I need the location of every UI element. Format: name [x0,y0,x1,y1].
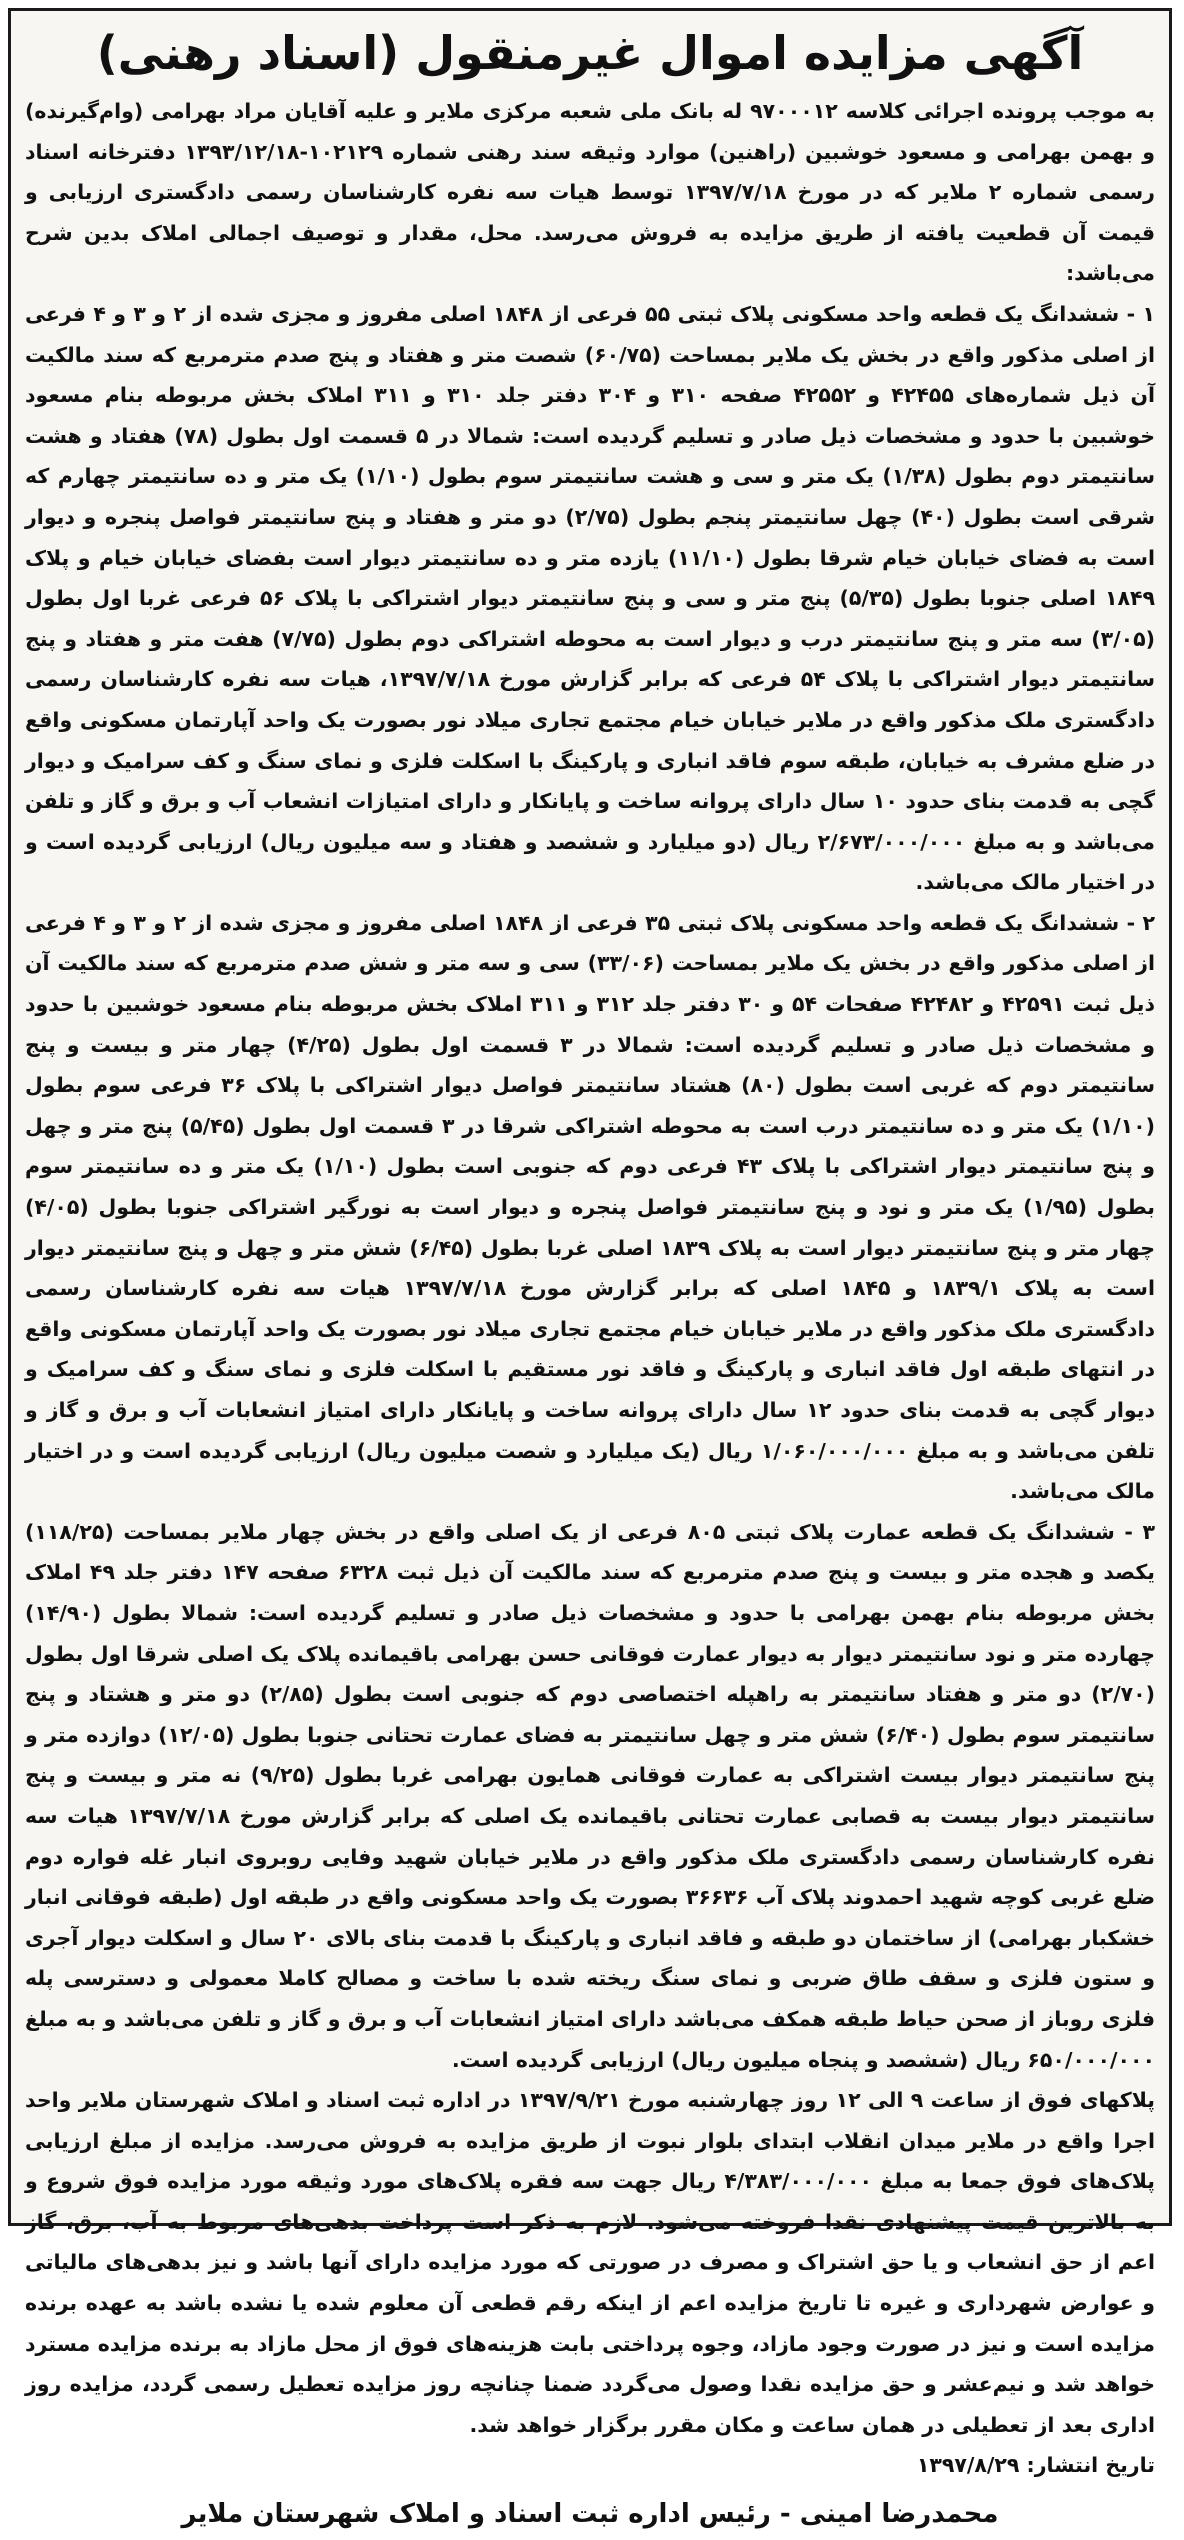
notice-title: آگهی مزایده اموال غیرمنقول (اسناد رهنی) [96,26,1084,80]
notice-page [8,8,1172,2530]
property-item-1: ۱ - ششدانگ یک قطعه واحد مسکونی پلاک ثبتی ۵۵ فرعی از ۱۸۴۸ اصلی مفروز و مجزی شده از ۲ و ۳ و ۴ فرعی از اصلی مذکور واقع در بخش یک ملایر بمساحت (۶۰/۷۵) شصت متر و هفتاد و پنج صدم مترمربع که سند مالکیت آن ذیل شماره‌های ۴۲۴۵۵ و ۴۲۵۵۲ صفحه ۳۱۰ و ۳۰۴ دفتر جلد ۳۱۰ و ۳۱۱ املاک بخش مربوطه بنام مسعود خوشبین با حدود و مشخصات ذیل صادر و تسلیم گردیده است: شمالا در ۵ قسمت اول بطول (۷۸) هفتاد و هشت سانتیمتر دوم بطول (۱/۳۸) یک متر و سی و هشت سانتیمتر سوم بطول (۱/۱۰) یک متر و ده سانتیمتر چهارم که شرقی است بطول (۴۰) چهل سانتیمتر پنجم بطول (۲/۷۵) دو متر و هفتاد و پنج سانتیمتر فواصل پنجره و دیوار است به فضای خیابان خیام شرقا بطول (۱۱/۱۰) یازده متر و ده سانتیمتر دیوار است بفضای خیابان خیام و پلاک ۱۸۴۹ اصلی جنوبا بطول (۵/۳۵) پنج متر و سی و پنج سانتیمتر دیوار اشتراکی با پلاک ۵۶ فرعی غربا اول بطول (۳/۰۵) سه متر و پنج سانتیمتر درب و دیوار است به محوطه اشتراکی دوم بطول (۷/۷۵) هفت متر و هفتاد و پنج سانتیمتر دیوار اشتراکی با پلاک ۵۴ فرعی که برابر گزارش مورخ ۱۳۹۷/۷/۱۸، هیات سه نفره کارشناسان رسمی دادگستری ملک مذکور واقع در ملایر خیابان خیام مجتمع تجاری میلاد نور بصورت یک واحد آپارتمان مسکونی واقع در ضلع مشرف به خیابان، طبقه سوم فاقد انباری و پارکینگ با اسکلت فلزی و نمای سنگ و کف سرامیک و دیوار گچی به قدمت بنای حدود ۱۰ سال دارای پروانه ساخت و پایانکار و دارای امتیازات انشعاب آب و برق و گاز و تلفن می‌باشد و به مبلغ ۲/۶۷۳/۰۰۰/۰۰۰ ریال (دو میلیارد و ششصد و هفتاد و سه میلیون ریال) ارزیابی گردیده است و در اختیار مالک می‌باشد. [25,301,1156,895]
intro-paragraph: به موجب پرونده اجرائی کلاسه ۹۷۰۰۰۱۲ له بانک ملی شعبه مرکزی ملایر و علیه آقایان مراد بهرامی (وام‌گیرنده) و بهمن بهرامی و مسعود خوشبین (راهنین) موارد وثیقه سند رهنی شماره ۱۰۲۱۲۹-۱۳۹۳/۱۲/۱۸ دفترخانه اسناد رسمی شماره ۲ ملایر که در مورخ ۱۳۹۷/۷/۱۸ توسط هیات سه نفره کارشناسان رسمی دادگستری ارزیابی و قیمت آن قطعیت یافته از طریق مزایده به فروش می‌رسد. محل، مقدار و توصیف اجمالی املاک بدین شرح می‌باشد: [25,99,1155,286]
auction-conditions: پلاکهای فوق از ساعت ۹ الی ۱۲ روز چهارشنبه مورخ ۱۳۹۷/۹/۲۱ در اداره ثبت اسناد و املاک شهرستان ملایر واحد اجرا واقع در ملایر میدان انقلاب ابتدای بلوار نبوت از طریق مزایده به فروش می‌رسد. مزایده از مبلغ ارزیابی پلاک‌های فوق جمعا به مبلغ ۴/۳۸۳/۰۰۰/۰۰۰ ریال جهت سه فقره پلاک‌های مورد وثیقه مورد مزایده فوق شروع و به بالاترین قیمت پیشنهادی نقدا فروخته می‌شود. لازم به ذکر است پرداخت بدهی‌های مربوط به آب، برق، گاز اعم از حق انشعاب و یا حق اشتراک و مصرف در صورتی که مورد مزایده دارای آنها باشد و نیز بدهی‌های مالیاتی و عوارض شهرداری و غیره تا تاریخ مزایده اعم از اینکه رقم قطعی آن معلوم شده یا نشده باشد به عهده برنده مزایده است و نیز در صورت وجود مازاد، وجوه پرداختی بابت هزینه‌های فوق از محل مازاد به برنده مزایده مسترد خواهد شد و نیم‌عشر و حق مزایده نقدا وصول می‌گردد ضمنا چنانچه روز مزایده تعطیل رسمی گردد، مزایده روز اداری بعد از تعطیلی در همان ساعت و مکان مقرر برگزار خواهد شد. [25,2088,1156,2437]
signature-line: محمدرضا امینی - رئیس اداره ثبت اسناد و املاک شهرستان ملایر [181,2499,999,2530]
publish-date: تاریخ انتشار: ۱۳۹۷/۸/۲۹ [916,2453,1155,2478]
property-item-3: ۳ - ششدانگ یک قطعه عمارت پلاک ثبتی ۸۰۵ فرعی از یک اصلی واقع در بخش چهار ملایر بمساحت (۱۱۸/۲۵) یکصد و هجده متر و بیست و پنج صدم مترمربع که سند مالکیت آن ذیل ثبت ۶۳۲۸ صفحه ۱۴۷ دفتر جلد ۴۹ املاک بخش مربوطه بنام بهمن بهرامی با حدود و مشخصات ذیل صادر و تسلیم گردیده است: شمالا بطول (۱۴/۹۰) چهارده متر و نود سانتیمتر دیوار به دیوار عمارت فوقانی حسن بهرامی باقیمانده پلاک یک اصلی شرقا اول بطول (۲/۷۰) دو متر و هفتاد سانتیمتر به راهپله اختصاصی دوم که جنوبی است بطول (۲/۸۵) دو متر و هشتاد و پنج سانتیمتر سوم بطول (۶/۴۰) شش متر و چهل سانتیمتر به فضای عمارت تحتانی جنوبا بطول (۱۲/۰۵) دوازده متر و پنج سانتیمتر دیوار بیست اشتراکی به عمارت فوقانی همایون بهرامی غربا بطول (۹/۲۵) نه متر و بیست و پنج سانتیمتر دیوار بیست به قصابی عمارت تحتانی باقیمانده یک اصلی که برابر گزارش مورخ ۱۳۹۷/۷/۱۸ هیات سه نفره کارشناسان رسمی دادگستری ملک مذکور واقع در ملایر خیابان شهید وفایی روبروی انبار غله فواره دوم ضلع غربی کوچه شهید احمدوند پلاک آب ۳۶۶۳۶ بصورت یک واحد مسکونی واقع در طبقه اول (طبقه فوقانی انبار خشکبار بهرامی) از ساختمان دو طبقه و فاقد انباری و پارکینگ با قدمت بنای بالای ۲۰ سال و اسکلت دیوار آجری و ستون فلزی و سقف طاق ضربی و نمای سنگ ریخته شده با ساخت و مصالح کاملا معمولی و دسترسی پله فلزی روباز از صحن حیاط طبقه همکف می‌باشد دارای امتیاز انشعابات آب و برق و گاز و تلفن می‌باشد و به مبلغ ۶۵۰/۰۰۰/۰۰۰ ریال (ششصد و پنجاه میلیون ریال) ارزیابی گردیده است. [25,1519,1155,2072]
property-item-2: ۲ - ششدانگ یک قطعه واحد مسکونی پلاک ثبتی ۳۵ فرعی از ۱۸۴۸ اصلی مفروز و مجزی شده از ۲ و ۳ و ۴ فرعی از اصلی مذکور واقع در بخش یک ملایر بمساحت (۳۳/۰۶) سی و سه متر و شش صدم مترمربع که سند مالکیت آن ذیل ثبت ۴۲۵۹۱ و ۴۲۴۸۲ صفحات ۵۴ و ۳۰ دفتر جلد ۳۱۲ و ۳۱۱ املاک بخش مربوطه بنام مسعود خوشبین با حدود و مشخصات ذیل صادر و تسلیم گردیده است: شمالا در ۳ قسمت اول بطول (۴/۲۵) چهار متر و بیست و پنج سانتیمتر دوم که غربی است بطول (۸۰) هشتاد سانتیمتر فواصل دیوار اشتراکی با پلاک ۳۶ فرعی سوم بطول (۱/۱۰) یک متر و ده سانتیمتر درب است به محوطه اشتراکی شرقا در ۳ قسمت اول بطول (۵/۴۵) پنج متر و چهل و پنج سانتیمتر دیوار اشتراکی با پلاک ۴۳ فرعی دوم که جنوبی است بطول (۱/۱۰) یک متر و ده سانتیمتر سوم بطول (۱/۹۵) یک متر و نود و پنج سانتیمتر فواصل پنجره و دیوار است به نورگیر اشتراکی جنوبا بطول (۴/۰۵) چهار متر و پنج سانتیمتر دیوار است به پلاک ۱۸۳۹ اصلی غربا بطول (۶/۴۵) شش متر و چهل و پنج سانتیمتر دیوار است به پلاک ۱۸۳۹/۱ و ۱۸۴۵ اصلی که برابر گزارش مورخ ۱۳۹۷/۷/۱۸ هیات سه نفره کارشناسان رسمی دادگستری ملک مذکور واقع در ملایر خیابان خیام مجتمع تجاری میلاد نور بصورت یک واحد آپارتمان مسکونی واقع در انتهای طبقه اول فاقد انباری و پارکینگ و فاقد نور مستقیم با اسکلت فلزی و نمای سنگ و کف سرامیک و دیوار گچی به قدمت بنای حدود ۱۲ سال دارای پروانه ساخت و پایانکار دارای امتیاز انشعابات آب و برق و گاز و تلفن می‌باشد و به مبلغ ۱/۰۶۰/۰۰۰/۰۰۰ ریال (یک میلیارد و شصت میلیون ریال) ارزیابی گردیده است و در اختیار مالک می‌باشد. [25,910,1156,1504]
